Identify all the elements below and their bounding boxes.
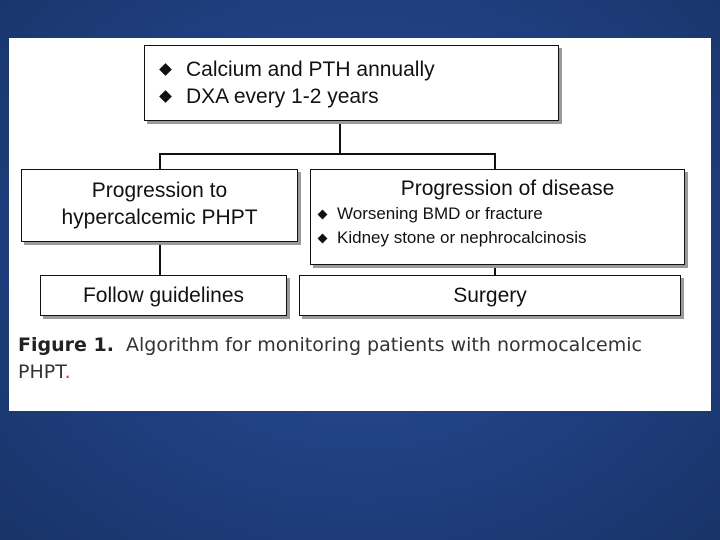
disease-progression-item [319, 202, 684, 226]
diamond-bullet-icon [318, 209, 328, 219]
monitoring-item-label: DXA every 1-2 years [186, 84, 379, 108]
monitoring-item [161, 83, 558, 110]
disease-progression-item [319, 226, 684, 250]
hypercalcemic-progression-line2: hypercalcemic PHPT [61, 206, 258, 229]
figure-caption-text: Algorithm for monitoring patients with normocalcemic PHPT [18, 334, 642, 383]
hypercalcemic-progression-line1: Progression to [91, 179, 228, 202]
diamond-bullet-icon [159, 63, 172, 76]
follow-guidelines-label: Follow guidelines [82, 284, 245, 307]
surgery-label: Surgery [453, 284, 527, 307]
diamond-bullet-icon [318, 233, 328, 243]
connector-horizontal [159, 153, 496, 155]
figure-panel [9, 38, 711, 411]
disease-progression-item-label: Worsening BMD or fracture [337, 204, 543, 223]
follow-guidelines-box [40, 275, 287, 316]
figure-label: Figure 1. [18, 334, 114, 356]
disease-progression-item-label: Kidney stone or nephrocalcinosis [337, 228, 587, 247]
monitoring-item [161, 56, 558, 83]
disease-progression-box [310, 169, 685, 265]
connector-left-to-bottom [159, 242, 161, 276]
connector-left-drop [159, 153, 161, 170]
monitoring-item-label: Calcium and PTH annually [186, 57, 435, 81]
monitoring-box [144, 45, 559, 121]
figure-caption-end: . [64, 361, 71, 383]
surgery-box [299, 275, 681, 316]
disease-progression-title: Progression of disease [400, 177, 615, 200]
connector-right-drop [494, 153, 496, 170]
figure-caption [18, 332, 698, 386]
hypercalcemic-progression-box [21, 169, 298, 242]
connector-top-stem [339, 120, 341, 154]
diamond-bullet-icon [159, 90, 172, 103]
